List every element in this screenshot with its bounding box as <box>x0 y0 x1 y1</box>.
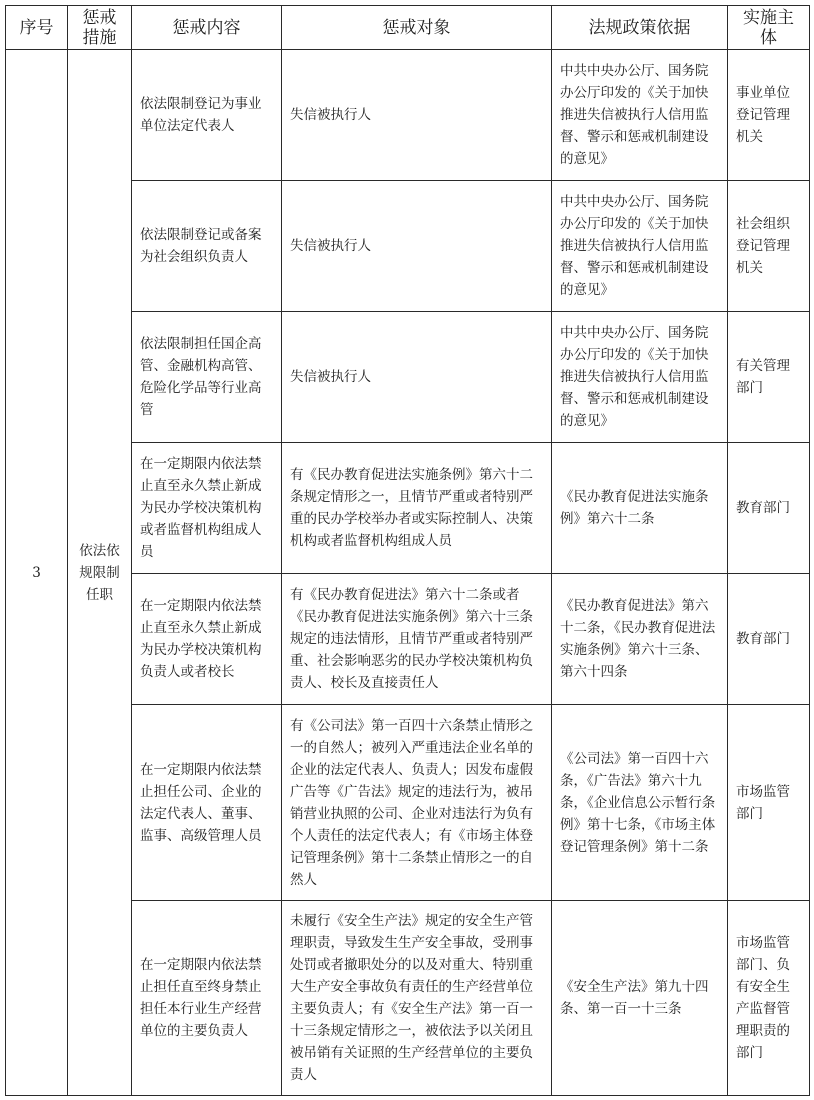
row-subject: 事业单位登记管理机关 <box>728 50 810 181</box>
row-subject: 社会组织登记管理机关 <box>728 181 810 312</box>
row-target: 未履行《安全生产法》规定的安全生产管理职责，导致发生生产安全事故，受刑事处罚或者撤职处分的以及对重大、特别重大生产安全事故负有责任的生产经营单位主要负责人；有《安全生产法》第一百一十三条规定情形之一，被依法予以关闭且被吊销有关证照的生产经营单位的主要负责人 <box>282 901 552 1096</box>
table-row <box>6 50 810 181</box>
row-subject: 教育部门 <box>728 443 810 574</box>
row-content: 在一定期限内依法禁止担任直至终身禁止担任本行业生产经营单位的主要负责人 <box>132 901 282 1096</box>
row-basis: 《安全生产法》第九十四条、第一百一十三条 <box>552 901 728 1096</box>
row-basis: 中共中央办公厅、国务院办公厅印发的《关于加快推进失信被执行人信用监督、警示和惩戒机制建设的意见》 <box>552 312 728 443</box>
header-row <box>6 6 810 50</box>
row-basis: 《民办教育促进法实施条例》第六十二条 <box>552 443 728 574</box>
row-content: 在一定期限内依法禁止担任公司、企业的法定代表人、董事、监事、高级管理人员 <box>132 705 282 901</box>
row-basis: 中共中央办公厅、国务院办公厅印发的《关于加快推进失信被执行人信用监督、警示和惩戒机制建设的意见》 <box>552 181 728 312</box>
row-target: 有《公司法》第一百四十六条禁止情形之一的自然人；被列入严重违法企业名单的企业的法定代表人、负责人；因发布虚假广告等《广告法》规定的违法行为，被吊销营业执照的公司、企业对违法行为负有个人责任的法定代表人；有《市场主体登记管理条例》第十二条禁止情形之一的自然人 <box>282 705 552 901</box>
group-no: 3 <box>6 50 68 1096</box>
row-content: 在一定期限内依法禁止直至永久禁止新成为民办学校决策机构负责人或者校长 <box>132 574 282 705</box>
row-content: 依法限制登记为事业单位法定代表人 <box>132 50 282 181</box>
row-target: 有《民办教育促进法》第六十二条或者《民办教育促进法实施条例》第六十三条规定的违法情形，且情节严重或者特别严重、社会影响恶劣的民办学校决策机构负责人、校长及直接责任人 <box>282 574 552 705</box>
group-measure: 依法依规限制任职 <box>68 50 132 1096</box>
row-basis: 中共中央办公厅、国务院办公厅印发的《关于加快推进失信被执行人信用监督、警示和惩戒机制建设的意见》 <box>552 50 728 181</box>
penalty-measures-table <box>5 5 810 1096</box>
row-content: 在一定期限内依法禁止直至永久禁止新成为民办学校决策机构或者监督机构组成人员 <box>132 443 282 574</box>
row-subject: 市场监管部门、负有安全生产监督管理职责的部门 <box>728 901 810 1096</box>
row-target: 失信被执行人 <box>282 50 552 181</box>
header-no: 序号 <box>6 6 68 50</box>
row-content: 依法限制登记或备案为社会组织负责人 <box>132 181 282 312</box>
row-subject: 市场监管部门 <box>728 705 810 901</box>
row-subject: 教育部门 <box>728 574 810 705</box>
row-basis: 《公司法》第一百四十六条，《广告法》第六十九条，《企业信息公示暂行条例》第十七条，《市场主体登记管理条例》第十二条 <box>552 705 728 901</box>
row-subject: 有关管理部门 <box>728 312 810 443</box>
row-target: 有《民办教育促进法实施条例》第六十二条规定情形之一，且情节严重或者特别严重的民办学校举办者或实际控制人、决策机构或者监督机构组成人员 <box>282 443 552 574</box>
header-measure: 惩戒措施 <box>68 6 132 50</box>
header-subject: 实施主体 <box>728 6 810 50</box>
row-basis: 《民办教育促进法》第六十二条，《民办教育促进法实施条例》第六十三条、第六十四条 <box>552 574 728 705</box>
header-target: 惩戒对象 <box>282 6 552 50</box>
header-basis: 法规政策依据 <box>552 6 728 50</box>
row-target: 失信被执行人 <box>282 312 552 443</box>
row-content: 依法限制担任国企高管、金融机构高管、危险化学品等行业高管 <box>132 312 282 443</box>
header-content: 惩戒内容 <box>132 6 282 50</box>
row-target: 失信被执行人 <box>282 181 552 312</box>
